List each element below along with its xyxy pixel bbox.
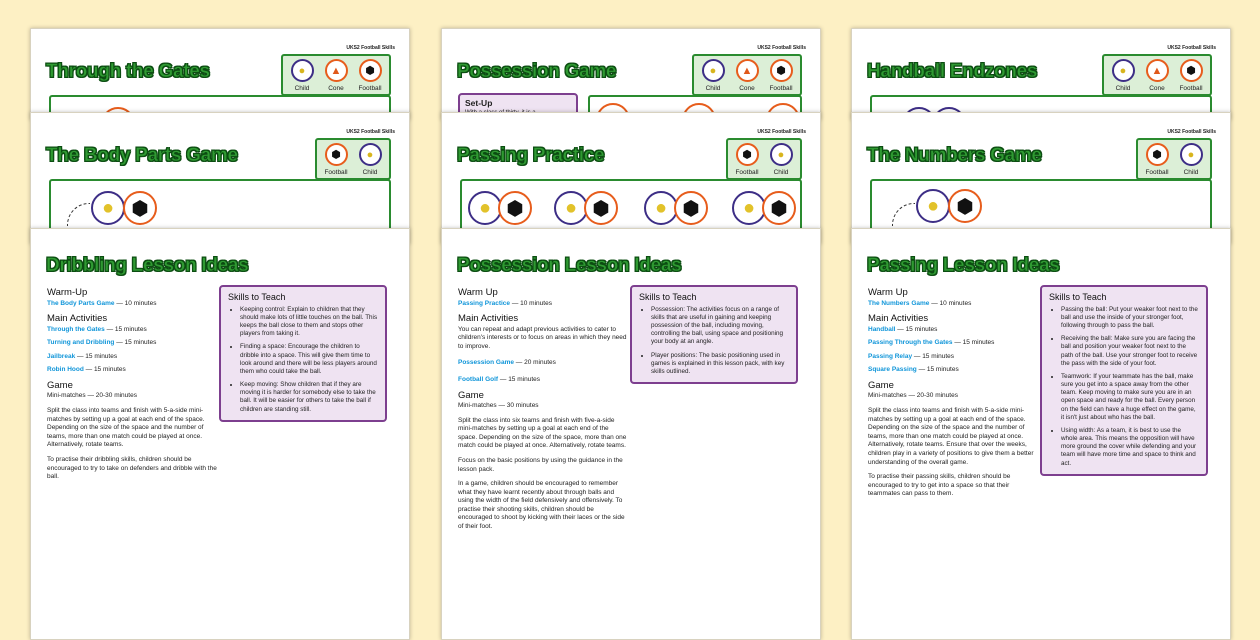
activity-page-handball-endzones bbox=[851, 28, 1231, 120]
child-icon: ● bbox=[468, 191, 502, 225]
activity-link[interactable]: Passing Relay bbox=[868, 352, 913, 360]
ks2-label: UKS2 Football Skills bbox=[346, 129, 395, 135]
page-title: Handball Endzones bbox=[867, 61, 1038, 82]
paragraph: Split the class into teams and finish with 5-a-side mini-matches by setting up a goal at each end of the space. Depending on the size of the space and the number of teams, more than one match could be played at once. Alternatively, rotate teams. bbox=[47, 407, 205, 449]
warmup-activity bbox=[458, 300, 628, 309]
skill-item: • Player positions: The basic positioning used in games is explained in this lesson pack, with key skills outlined. bbox=[651, 352, 789, 377]
activity-link[interactable]: Through the Gates bbox=[47, 325, 105, 333]
child-icon: ● bbox=[644, 191, 678, 225]
equipment-label: Child bbox=[362, 169, 378, 176]
skill-item: • Using width: As a team, it is best to use the whole area. This means the opposition will have more ground the cover while defending and your team will have more time and space to think and act. bbox=[1061, 427, 1199, 468]
activity-item bbox=[47, 326, 217, 335]
equipment-label: Child bbox=[294, 85, 310, 92]
ks2-label: UKS2 Football Skills bbox=[1167, 129, 1216, 135]
equipment-label: Child bbox=[773, 169, 789, 176]
equipment-label: Football bbox=[735, 169, 759, 176]
football-icon: ⬢ bbox=[736, 143, 759, 166]
skill-item: • Finding a space: Encourage the children to dribble into a space. This will give them time to look around and there will be less players around them who could take the ball. bbox=[240, 343, 378, 376]
equipment-label: Football bbox=[1179, 85, 1203, 92]
activity-item bbox=[868, 366, 1038, 375]
movement-arrow bbox=[892, 203, 915, 226]
page-title: Through the Gates bbox=[46, 61, 210, 82]
football-icon: ⬢ bbox=[770, 59, 793, 82]
page-title: The Body Parts Game bbox=[46, 145, 238, 166]
child-icon: ● bbox=[291, 59, 314, 82]
paragraph: Focus on the basic positions by using the guidance in the lesson pack. bbox=[458, 456, 623, 473]
activity-duration: — 20 minutes bbox=[514, 359, 556, 367]
warmup-heading: Warm Up bbox=[458, 287, 498, 298]
activity-link[interactable]: Football Golf bbox=[458, 375, 499, 383]
ks2-label: UKS2 Football Skills bbox=[757, 129, 806, 135]
game-subheading: Mini-matches — 30 minutes bbox=[458, 402, 539, 410]
page-title: Passing Lesson Ideas bbox=[867, 255, 1060, 276]
activity-link[interactable]: Passing Practice bbox=[458, 299, 511, 307]
child-icon: ● bbox=[732, 191, 766, 225]
child-icon: ● bbox=[916, 189, 950, 223]
activity-duration: — 10 minutes bbox=[929, 299, 972, 307]
activity-link[interactable]: Passing Through the Gates bbox=[868, 339, 953, 347]
main-heading: Main Activities bbox=[458, 313, 519, 325]
paragraph: Split the class into six teams and finish with five-a-side mini-matches by setting up a goal at each end of the space. Depending on the size of the space, more than one match could be played at once. Alternatively, rotate teams. bbox=[458, 416, 627, 450]
ks2-label: UKS2 Football Skills bbox=[346, 45, 395, 51]
equipment-label: Football bbox=[358, 85, 382, 92]
equipment-key bbox=[692, 54, 802, 96]
lesson-page-dribbling bbox=[30, 228, 410, 640]
activity-link[interactable]: Square Passing bbox=[868, 366, 917, 374]
activity-page-body-parts-game bbox=[30, 112, 410, 244]
activity-duration: — 10 minutes bbox=[114, 299, 157, 307]
skill-item: • Receiving the ball: Make sure you are facing the ball and position your weaker foot next to the path of the ball. Use your stronger foot to receive the pass with the side of your foot. bbox=[1061, 335, 1199, 368]
lesson-plan bbox=[868, 287, 1038, 499]
main-heading: Main Activities bbox=[868, 313, 929, 325]
ks2-label: UKS2 Football Skills bbox=[757, 45, 806, 51]
setup-heading: Set-Up bbox=[465, 98, 493, 108]
equipment-key bbox=[726, 138, 802, 180]
paragraph: In a game, children should be encouraged to remember what they have learnt recently about through balls and using the width of the field defensively and offensively. To practise their shooting skills, children should be encouraged to shoot by kicking with their laces or the side of their foot. bbox=[458, 480, 625, 530]
activity-link[interactable]: The Numbers Game bbox=[868, 299, 930, 307]
activity-item bbox=[458, 359, 628, 368]
equipment-key bbox=[281, 54, 391, 96]
equipment-key bbox=[315, 138, 391, 180]
activity-link[interactable]: Robin Hood bbox=[47, 366, 84, 374]
football-icon: ⬢ bbox=[498, 191, 532, 225]
page-title: Possession Game bbox=[457, 61, 617, 82]
football-icon: ⬢ bbox=[325, 143, 348, 166]
ks2-label: UKS2 Football Skills bbox=[1167, 45, 1216, 51]
skills-box bbox=[630, 285, 798, 384]
equipment-label: Cone bbox=[1149, 85, 1165, 92]
child-icon: ● bbox=[770, 143, 793, 166]
activity-item bbox=[47, 339, 217, 348]
activity-item bbox=[868, 353, 1038, 362]
equipment-label: Child bbox=[1115, 85, 1131, 92]
game-subheading: Mini-matches — 20-30 minutes bbox=[868, 392, 958, 400]
equipment-label: Football bbox=[769, 85, 793, 92]
activity-page-numbers-game bbox=[851, 112, 1231, 244]
activity-link[interactable]: The Body Parts Game bbox=[47, 299, 115, 307]
movement-arrow bbox=[67, 203, 90, 226]
warmup-heading: Warm Up bbox=[868, 287, 908, 298]
equipment-key bbox=[1102, 54, 1212, 96]
activity-duration: — 15 minutes bbox=[83, 366, 126, 374]
warmup-heading: Warm-Up bbox=[47, 287, 88, 298]
equipment-label: Cone bbox=[328, 85, 344, 92]
football-icon: ⬢ bbox=[1180, 59, 1203, 82]
skills-heading: Skills to Teach bbox=[228, 292, 286, 302]
football-icon: ⬢ bbox=[359, 59, 382, 82]
equipment-label: Football bbox=[1145, 169, 1169, 176]
game-heading: Game bbox=[458, 389, 484, 401]
page-title: Dribbling Lesson Ideas bbox=[46, 255, 249, 276]
page-title: Passing Practice bbox=[457, 145, 605, 166]
football-icon: ⬢ bbox=[674, 191, 708, 225]
equipment-label: Child bbox=[1183, 169, 1199, 176]
page-title: The Numbers Game bbox=[867, 145, 1042, 166]
activity-page-possession-game bbox=[441, 28, 821, 120]
child-icon: ● bbox=[1180, 143, 1203, 166]
skill-item: • Passing the ball: Put your weaker foot next to the ball and use the inside of your stronger foot, following through to pass the ball. bbox=[1061, 306, 1199, 331]
activity-link[interactable]: Jailbreak bbox=[47, 352, 76, 360]
activity-duration: — 15 minutes bbox=[895, 325, 938, 333]
activity-item bbox=[868, 326, 1038, 335]
activity-link[interactable]: Turning and Dribbling bbox=[47, 339, 115, 347]
child-icon: ● bbox=[554, 191, 588, 225]
child-icon: ● bbox=[91, 191, 125, 225]
game-heading: Game bbox=[47, 379, 73, 391]
game-heading: Game bbox=[868, 379, 894, 391]
equipment-key bbox=[1136, 138, 1212, 180]
football-icon: ⬢ bbox=[948, 189, 982, 223]
child-icon: ● bbox=[702, 59, 725, 82]
cone-icon: ▲ bbox=[1146, 59, 1169, 82]
lesson-page-passing bbox=[851, 228, 1231, 640]
activity-duration: — 15 minutes bbox=[916, 366, 959, 374]
activity-item bbox=[458, 376, 628, 385]
activity-duration: — 15 minutes bbox=[114, 339, 157, 347]
football-icon: ⬢ bbox=[584, 191, 618, 225]
activity-duration: — 15 minutes bbox=[912, 352, 954, 360]
skill-item: • Possession: The activities focus on a range of skills that are useful in gaining and keeping possession of the ball, including moving, controlling the ball, using space and positioning your body at an angle. bbox=[651, 306, 789, 347]
child-icon: ● bbox=[1112, 59, 1135, 82]
activity-item bbox=[868, 339, 1038, 348]
page-title: Possession Lesson Ideas bbox=[457, 255, 682, 276]
equipment-label: Child bbox=[705, 85, 721, 92]
lesson-plan bbox=[458, 287, 628, 532]
main-intro: You can repeat and adapt previous activities to cater to children's interests or to focus on areas in which they need to improve. bbox=[458, 325, 627, 350]
activity-page-passing-practice bbox=[441, 112, 821, 244]
football-icon: ⬢ bbox=[1146, 143, 1169, 166]
equipment-label: Football bbox=[324, 169, 348, 176]
activity-item bbox=[47, 366, 217, 375]
skills-heading: Skills to Teach bbox=[639, 292, 697, 302]
paragraph: To practise their dribbling skills, children should be encouraged to try to take on defenders and dribble with the ball. bbox=[47, 455, 217, 481]
skill-item: • Keeping control: Explain to children that they should make lots of little touches on the ball. This keeps the ball close to them and stops other players from taking it. bbox=[240, 306, 378, 339]
activity-duration: — 10 minutes bbox=[510, 299, 552, 307]
warmup-activity bbox=[47, 300, 217, 309]
activity-duration: — 15 minutes bbox=[75, 352, 118, 360]
activity-page-through-the-gates bbox=[30, 28, 410, 120]
activity-link[interactable]: Possession Game bbox=[458, 359, 514, 367]
paragraph: Split the class into teams and finish with 5-a-side mini-matches by setting up a goal at each end of the space. Depending on the size of the space and the number of teams, more than one match could be played at once. Alternatively, rotate teams. Ensure that over the weeks, children play in a variety of positions to give them a better understanding of the overall game. bbox=[868, 407, 1034, 466]
main-heading: Main Activities bbox=[47, 313, 108, 325]
activity-duration: — 15 minutes bbox=[952, 339, 995, 347]
football-icon: ⬢ bbox=[123, 191, 157, 225]
skill-item: • Teamwork: If your teammate has the ball, make sure you get into a space away from the other team. Keep moving to make sure you are in an open space and ready for the ball. Every person on the field can have a huge effect on the game, it isn't just about who has the ball. bbox=[1061, 373, 1199, 422]
skills-heading: Skills to Teach bbox=[1049, 292, 1107, 302]
skills-box bbox=[219, 285, 387, 422]
activity-item bbox=[47, 353, 217, 362]
warmup-activity bbox=[868, 300, 1038, 309]
football-icon: ⬢ bbox=[762, 191, 796, 225]
equipment-label: Cone bbox=[739, 85, 755, 92]
game-subheading: Mini-matches — 20-30 minutes bbox=[47, 392, 137, 400]
activity-duration: — 15 minutes bbox=[104, 325, 147, 333]
cone-icon: ▲ bbox=[325, 59, 348, 82]
child-icon: ● bbox=[359, 143, 382, 166]
skill-item: • Keep moving: Show children that if they are moving it is harder for somebody else to take the ball. It will be easier for others to take the ball if children are standing still. bbox=[240, 381, 378, 414]
skills-box bbox=[1040, 285, 1208, 476]
paragraph: To practise their passing skills, children should be encouraged to try to get into a space so that their teammates can pass to them. bbox=[868, 473, 1011, 498]
activity-duration: — 15 minutes bbox=[498, 375, 540, 383]
lesson-page-possession bbox=[441, 228, 821, 640]
lesson-plan bbox=[47, 287, 217, 482]
cone-icon: ▲ bbox=[736, 59, 759, 82]
activity-link[interactable]: Handball bbox=[868, 325, 896, 333]
